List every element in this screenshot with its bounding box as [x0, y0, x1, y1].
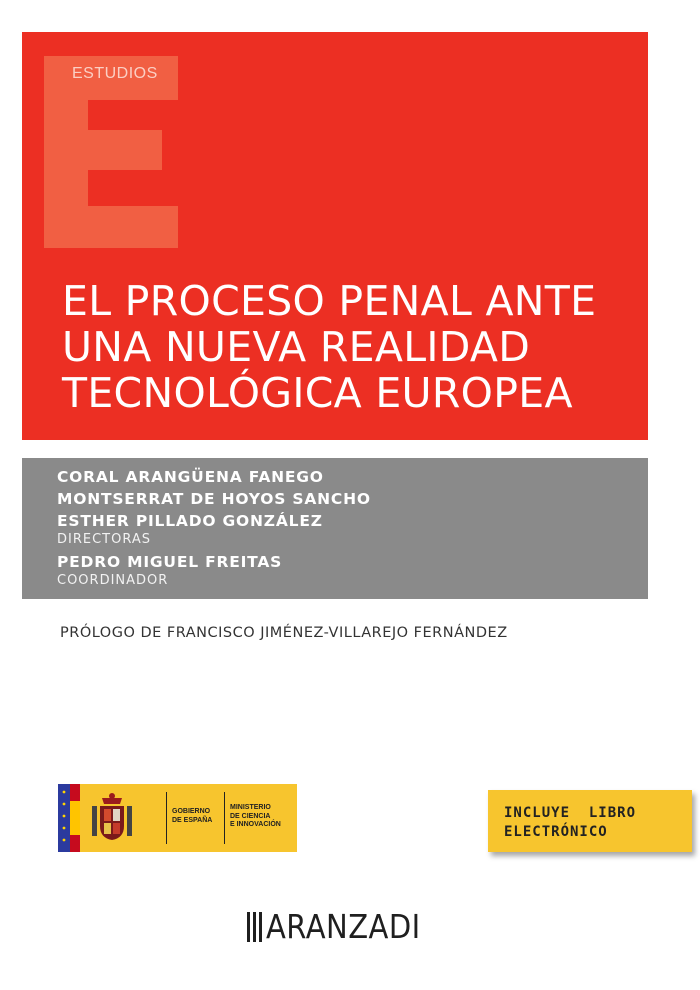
- director-name: MONTSERRAT DE HOYOS SANCHO: [57, 490, 371, 508]
- title-line: EL PROCESO PENAL ANTE: [62, 277, 597, 325]
- ministry-label: MINISTERIO DE CIENCIA E INNOVACIÓN: [230, 804, 281, 828]
- directors-role: DIRECTORAS: [57, 532, 151, 547]
- government-emblem-block: [80, 784, 297, 852]
- coordinator-role: COORDINADOR: [57, 573, 169, 588]
- government-logo: [58, 784, 297, 852]
- government-label: GOBIERNO DE ESPAÑA: [172, 808, 213, 824]
- publisher-name: ARANZADI: [266, 907, 421, 946]
- coat-of-arms-icon: [90, 792, 134, 844]
- series-label: ESTUDIOS: [72, 65, 158, 82]
- authors-list: [57, 466, 371, 592]
- title-line: TECNOLÓGICA EUROPEA: [62, 369, 573, 417]
- publisher-logo: [247, 907, 442, 946]
- ebook-badge: [488, 790, 692, 852]
- eu-flag-icon: [58, 784, 70, 852]
- ebook-line: ELECTRÓNICO: [504, 824, 608, 840]
- director-name: CORAL ARANGÜENA FANEGO: [57, 468, 324, 486]
- publisher-bars-icon: [247, 912, 262, 942]
- director-name: ESTHER PILLADO GONZÁLEZ: [57, 512, 323, 530]
- series-e-logo: [44, 56, 178, 248]
- title-line: UNA NUEVA REALIDAD: [62, 323, 531, 371]
- spain-flag-icon: [70, 784, 80, 852]
- coordinator-name: PEDRO MIGUEL FREITAS: [57, 553, 283, 571]
- ebook-line: INCLUYE LIBRO: [504, 805, 637, 821]
- prologue-credit: PRÓLOGO DE FRANCISCO JIMÉNEZ-VILLAREJO FERNÁNDEZ: [60, 625, 508, 641]
- book-title: [62, 278, 632, 416]
